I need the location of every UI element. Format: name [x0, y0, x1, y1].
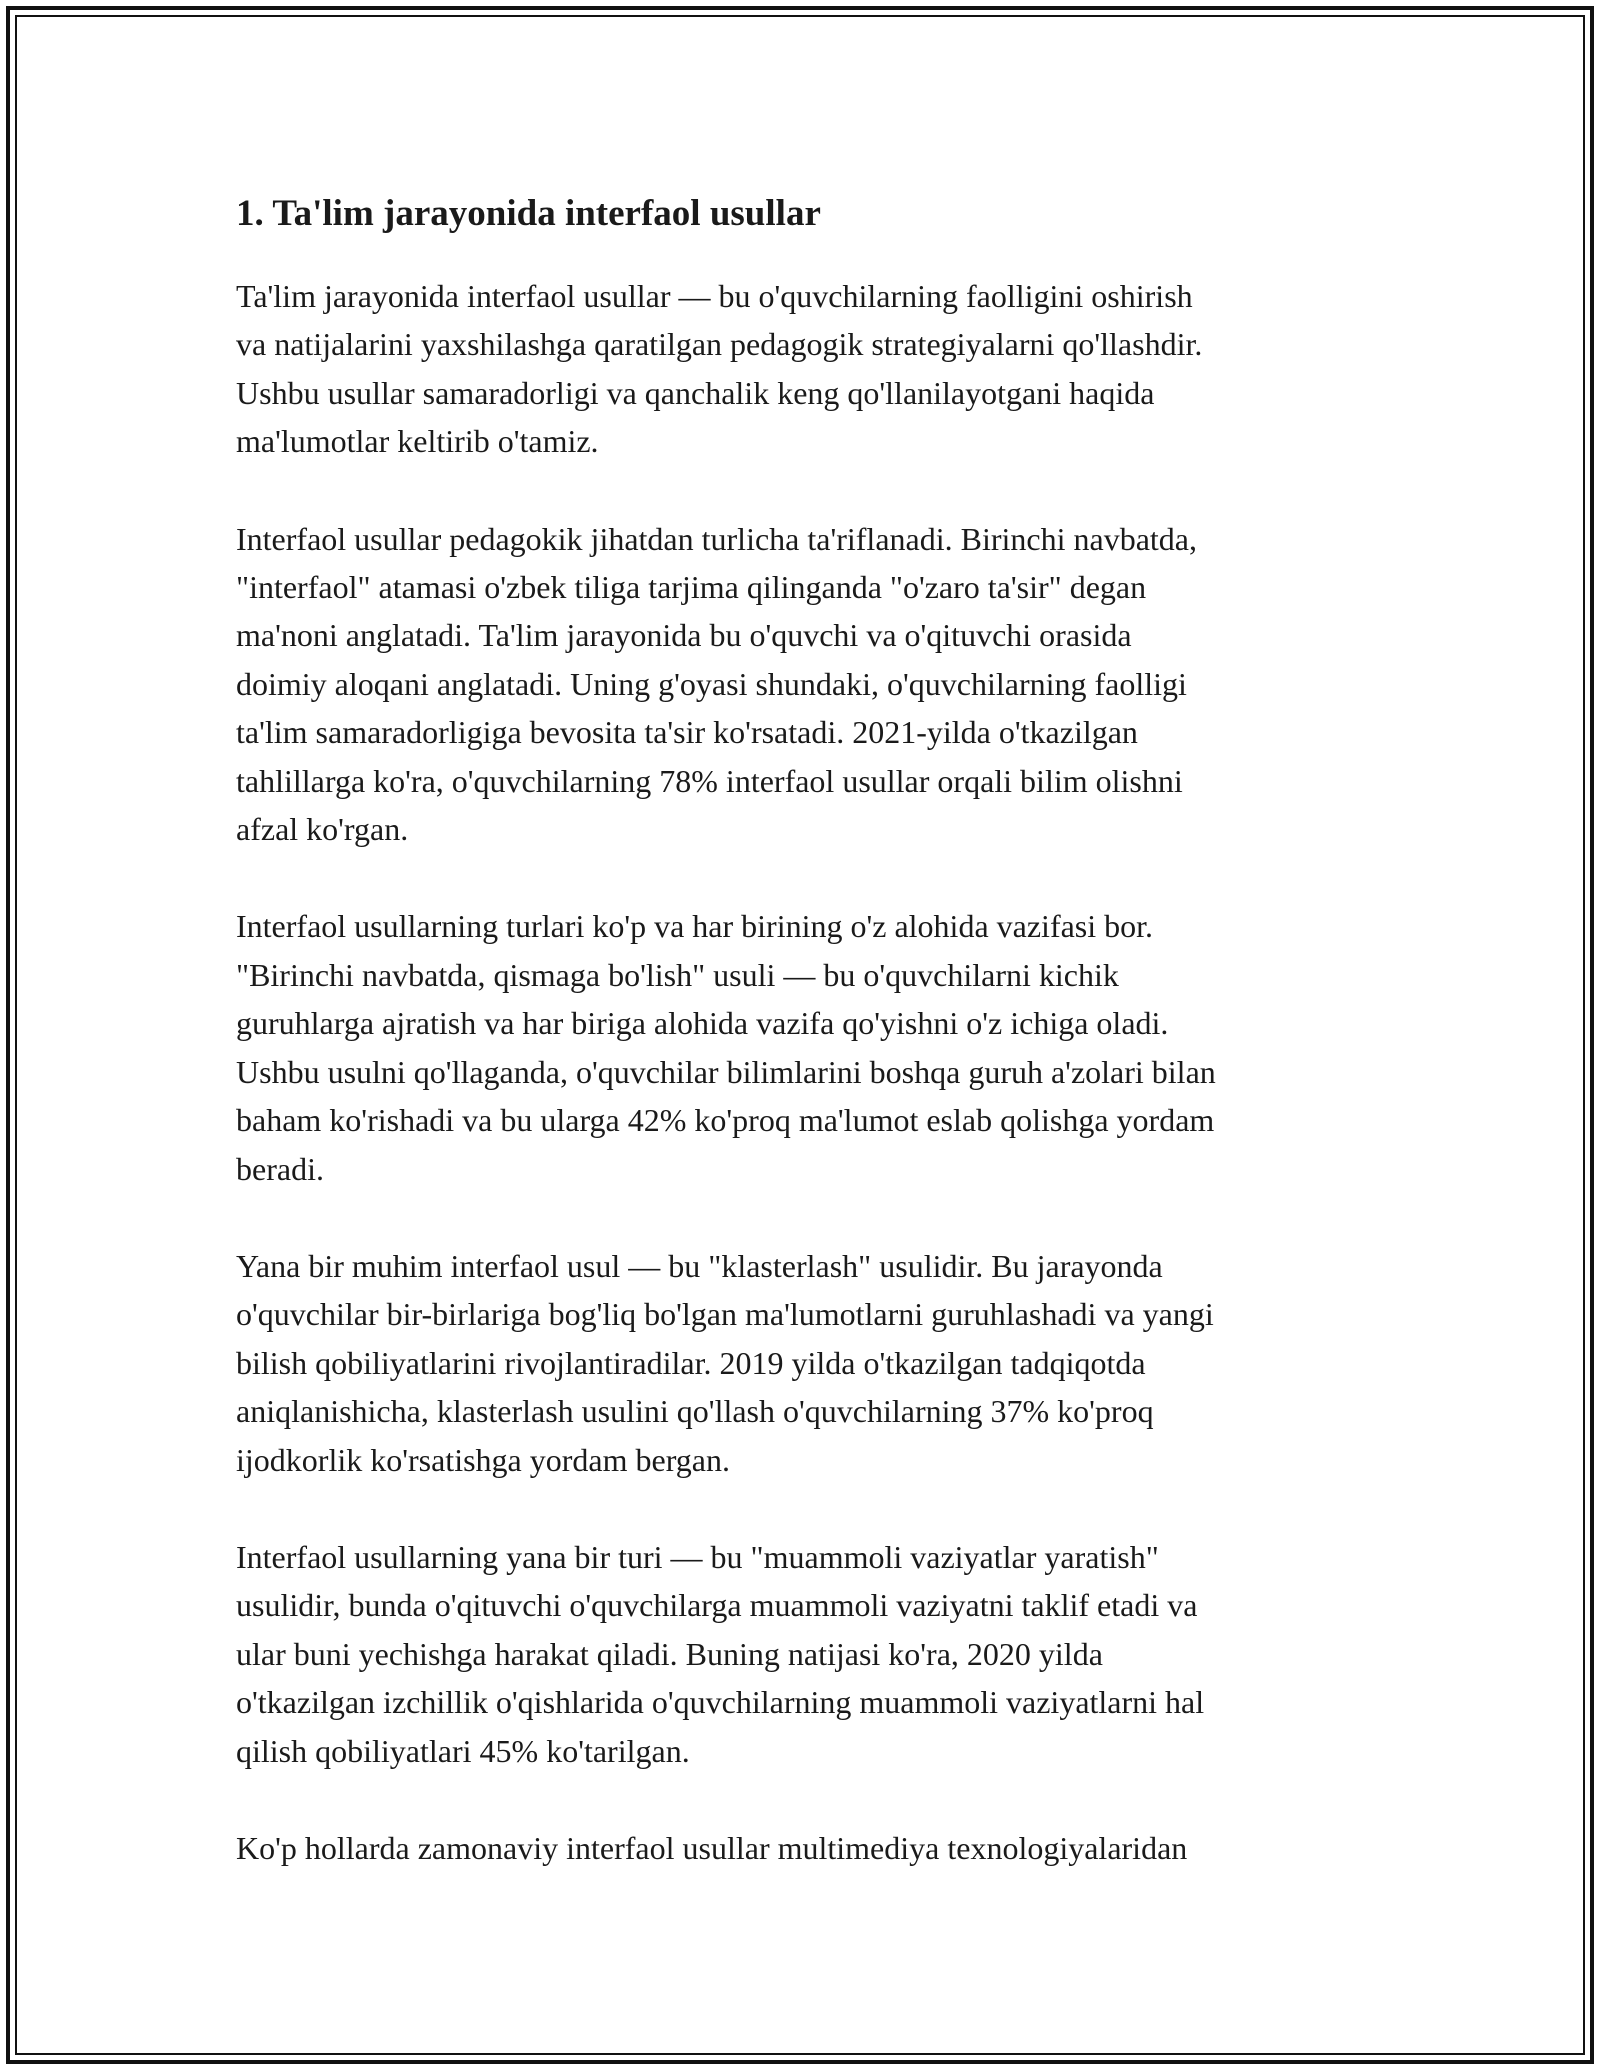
text-line: doimiy aloqani anglatadi. Uning g'oyasi shundaki, o'quvchilarning faolligi	[236, 665, 1187, 702]
text-line: Ko'p hollarda zamonaviy interfaol usullar multimediya texnologiyalaridan	[236, 1829, 1188, 1866]
text-line: ular buni yechishga harakat qiladi. Buning natijasi ko'ra, 2020 yilda	[236, 1635, 1103, 1672]
paragraph-problem-situations	[236, 1533, 1366, 1775]
text-line: ma'noni anglatadi. Ta'lim jarayonida bu o'quvchi va o'qituvchi orasida	[236, 617, 1132, 654]
text-line: o'tkazilgan izchillik o'qishlarida o'quvchilarning muammoli vaziyatlarni hal	[236, 1684, 1205, 1721]
document-body	[236, 180, 1366, 1921]
text-line: ijodkorlik ko'rsatishga yordam bergan.	[236, 1441, 730, 1478]
text-line: afzal ko'rgan.	[236, 811, 409, 848]
text-line: Interfaol usullarning yana bir turi — bu "muammoli vaziyatlar yaratish"	[236, 1538, 1159, 1575]
paragraph-definition	[236, 515, 1366, 854]
text-line: tahlillarga ko'ra, o'quvchilarning 78% interfaol usullar orqali bilim olishni	[236, 762, 1183, 799]
text-line: qilish qobiliyatlari 45% ko'tarilgan.	[236, 1732, 690, 1769]
paragraph-types	[236, 902, 1366, 1192]
text-line: va natijalarini yaxshilashga qaratilgan pedagogik strategiyalarni qo'llashdir.	[236, 326, 1203, 363]
text-line: beradi.	[236, 1150, 324, 1187]
text-line: Ushbu usullar samaradorligi va qanchalik keng qo'llanilayotgani haqida	[236, 374, 1155, 411]
paragraph-clustering	[236, 1242, 1366, 1484]
paragraph-intro	[236, 272, 1366, 466]
text-line: Interfaol usullar pedagokik jihatdan turlicha ta'riflanadi. Birinchi navbatda,	[236, 520, 1197, 557]
text-line: "interfaol" atamasi o'zbek tiliga tarjima qilinganda "o'zaro ta'sir" degan	[236, 569, 1147, 606]
text-line: ma'lumotlar keltirib o'tamiz.	[236, 423, 599, 460]
text-line: guruhlarga ajratish va har biriga alohida vazifa qo'yishni o'z ichiga oladi.	[236, 1005, 1169, 1042]
text-line: bilish qobiliyatlarini rivojlantiradilar. 2019 yilda o'tkazilgan tadqiqotda	[236, 1344, 1146, 1381]
text-line: aniqlanishicha, klasterlash usulini qo'llash o'quvchilarning 37% ko'proq	[236, 1393, 1154, 1430]
text-line: Ta'lim jarayonida interfaol usullar — bu o'quvchilarning faolligini oshirish	[236, 278, 1193, 314]
section-heading: 1. Ta'lim jarayonida interfaol usullar	[236, 193, 821, 234]
text-line: Interfaol usullarning turlari ko'p va har birining o'z alohida vazifasi bor.	[236, 908, 1154, 945]
text-line: Ushbu usulni qo'llaganda, o'quvchilar bilimlarini boshqa guruh a'zolari bilan	[236, 1053, 1216, 1090]
text-line: usulidir, bunda o'qituvchi o'quvchilarga muammoli vaziyatni taklif etadi va	[236, 1587, 1198, 1624]
text-line: Yana bir muhim interfaol usul — bu "klasterlash" usulidir. Bu jarayonda	[236, 1247, 1163, 1284]
text-line: ta'lim samaradorligiga bevosita ta'sir ko'rsatadi. 2021-yilda o'tkazilgan	[236, 714, 1138, 751]
text-line: baham ko'rishadi va bu ularga 42% ko'proq ma'lumot eslab qolishga yordam	[236, 1102, 1215, 1139]
text-line: "Birinchi navbatda, qismaga bo'lish" usuli — bu o'quvchilarni kichik	[236, 956, 1119, 993]
text-line: o'quvchilar bir-birlariga bog'liq bo'lgan ma'lumotlarni guruhlashadi va yangi	[236, 1296, 1214, 1333]
paragraph-multimedia	[236, 1824, 1366, 1872]
